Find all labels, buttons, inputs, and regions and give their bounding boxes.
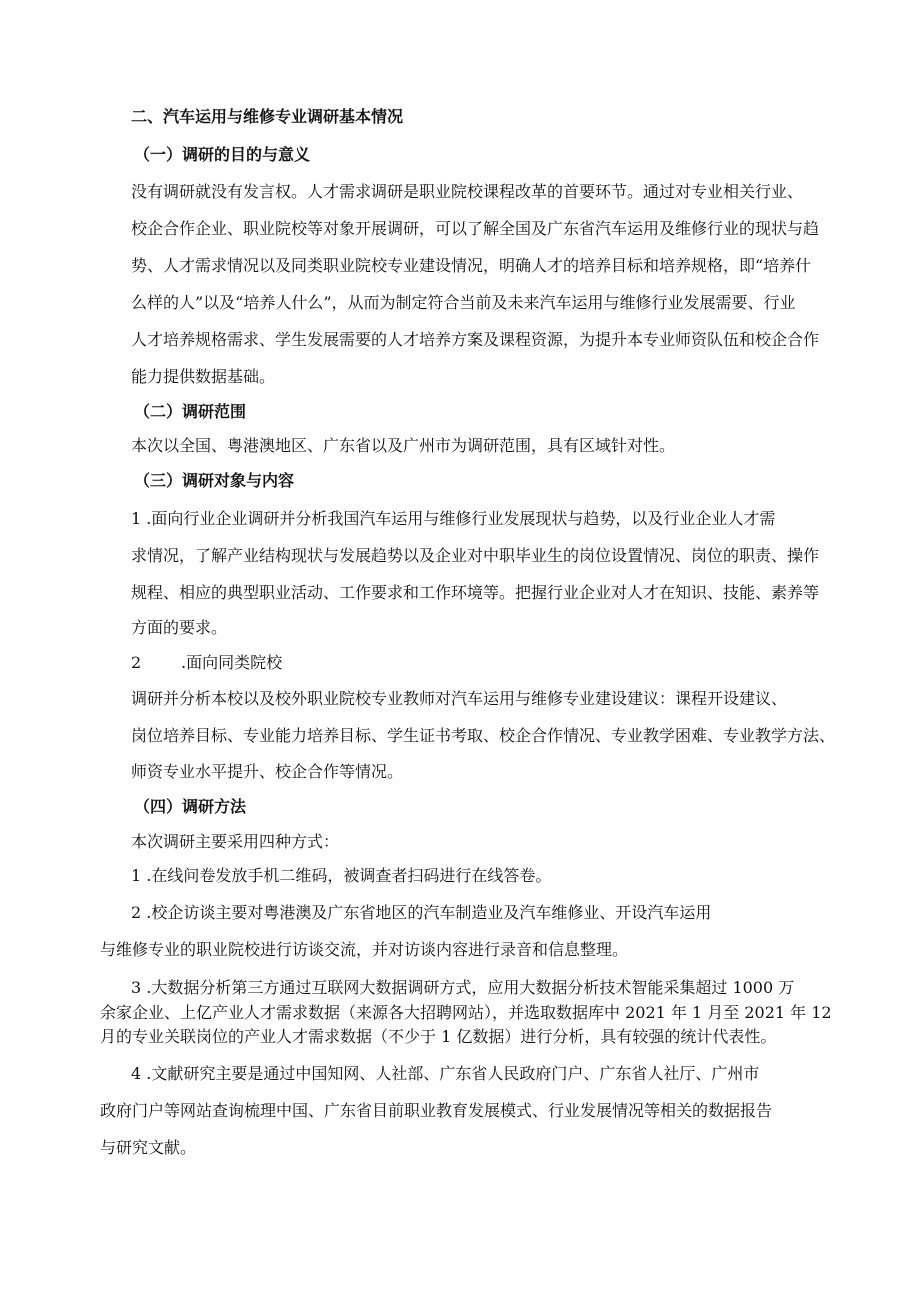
paragraph-line: 师资专业水平提升、校企合作等情况。 <box>131 762 404 781</box>
paragraph-line: 政府门户等网站查询梳理中国、广东省目前职业教育发展模式、行业发展情况等相关的数据报告 <box>100 1101 773 1120</box>
list-item-line: 3 .大数据分析第三方通过互联网大数据调研方式，应用大数据分析技术智能采集超过 1000 万 <box>131 978 795 997</box>
list-item-line: 1 .面向行业企业调研并分析我国汽车运用与维修行业发展现状与趋势，以及行业企业人才需 <box>131 509 776 528</box>
paragraph-line: 校企合作企业、职业院校等对象开展调研，可以了解全国及广东省汽车运用及维修行业的现状与趋 <box>131 219 820 238</box>
section-heading: 二、汽车运用与维修专业调研基本情况 <box>131 107 404 126</box>
subsection-heading-purpose: （一）调研的目的与意义 <box>134 145 311 164</box>
paragraph-line: 月的专业关联岗位的产业人才需求数据（不少于 1 亿数据）进行分析，具有较强的统计代表性。 <box>100 1027 777 1046</box>
paragraph-line: 没有调研就没有发言权。人才需求调研是职业院校课程改革的首要环节。通过对专业相关行业、 <box>131 182 804 201</box>
list-item-line: 2 .校企访谈主要对粤港澳及广东省地区的汽车制造业及汽车维修业、开设汽车运用 <box>131 903 712 922</box>
paragraph-line: 规程、相应的典型职业活动、工作要求和工作环境等。把握行业企业对人才在知识、技能、素养等 <box>131 583 820 602</box>
paragraph-line: 求情况，了解产业结构现状与发展趋势以及企业对中职毕业生的岗位设置情况、岗位的职责、操作 <box>131 546 820 565</box>
paragraph-line: 本次调研主要采用四种方式： <box>131 832 340 851</box>
paragraph-line: 人才培养规格需求、学生发展需要的人才培养方案及课程资源，为提升本专业师资队伍和校企合作 <box>131 330 820 349</box>
paragraph-line: 么样的人”以及“培养人什么”，从而为制定符合当前及未来汽车运用与维修行业发展需要、行业 <box>131 293 796 312</box>
paragraph-line: 余家企业、上亿产业人才需求数据（来源各大招聘网站），并选取数据库中 2021 年 1 月至 2021 年 12 <box>100 1003 832 1022</box>
list-item-line: 1 .在线问卷发放手机二维码，被调查者扫码进行在线答卷。 <box>131 866 552 885</box>
list-item-number: 2 <box>131 653 142 672</box>
paragraph-line: 岗位培养目标、专业能力培养目标、学生证书考取、校企合作情况、专业教学困难、专业教学方法、 <box>131 726 836 745</box>
paragraph-line: 势、人才需求情况以及同类职业院校专业建设情况，明确人才的培养目标和培养规格，即“培养什 <box>131 256 812 275</box>
subsection-heading-methods: （四）调研方法 <box>134 797 247 816</box>
paragraph-line: 与维修专业的职业院校进行访谈交流，并对访谈内容进行录音和信息整理。 <box>100 940 629 959</box>
subsection-heading-targets: （三）调研对象与内容 <box>134 471 295 490</box>
paragraph-line: 方面的要求。 <box>131 618 228 637</box>
paragraph-line: 能力提供数据基础。 <box>131 367 276 386</box>
paragraph-line: 本次以全国、粤港澳地区、广东省以及广州市为调研范围，具有区域针对性。 <box>131 436 676 455</box>
paragraph-line: 与研究文献。 <box>100 1138 197 1157</box>
subsection-heading-scope: （二）调研范围 <box>134 402 247 421</box>
list-item-title: .面向同类院校 <box>181 653 283 672</box>
list-item-line: 4 .文献研究主要是通过中国知网、人社部、广东省人民政府门户、广东省人社厅、广州市 <box>131 1064 760 1083</box>
paragraph-line: 调研并分析本校以及校外职业院校专业教师对汽车运用与维修专业建设建议：课程开设建议、 <box>131 689 788 708</box>
